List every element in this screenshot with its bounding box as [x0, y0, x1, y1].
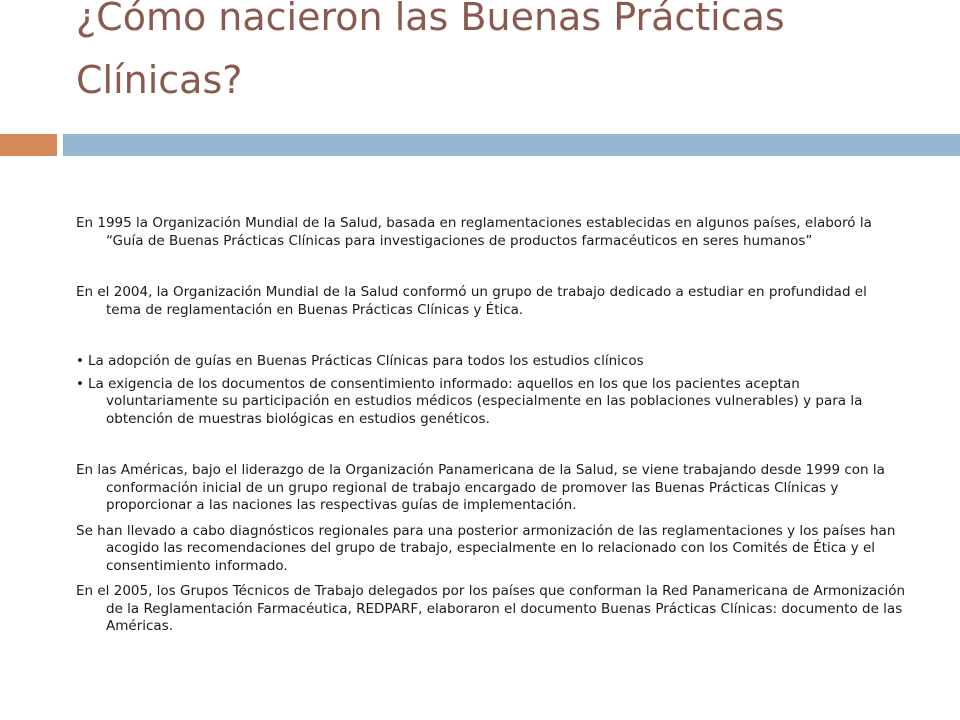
bullet-text: La adopción de guías en Buenas Prácticas Clínicas para todos los estudios clínicos [88, 353, 644, 369]
paragraph-diagnosticos: Se han llevado a cabo diagnósticos regionales para una posterior armonización de las reglamentaciones y los países han acogido las recomendaciones del grupo de trabajo, especialmente en lo relacionado con los Comités de Ética y el consentimiento informado. [76, 522, 896, 574]
slide-body [76, 215, 906, 636]
accent-bar-blue [63, 134, 960, 156]
bullet-item [76, 353, 906, 371]
paragraph-americas: En las Américas, bajo el liderazgo de la Organización Panamericana de la Salud, se viene trabajando desde 1999 con la conformación inicial de un grupo regional de trabajo encargado de promover las Buenas Prácticas Clínicas y proporcionar a las naciones las respectivas guías de implementación. [76, 462, 885, 513]
bullet-item [76, 376, 906, 429]
paragraph-2005: En el 2005, los Grupos Técnicos de Trabajo delegados por los países que conforman la Red Panamericana de Armonización de la Reglamentación Farmacéutica, REDPARF, elaboraron el documento Buenas Prácticas Clínicas: documento de las Américas. [76, 583, 906, 634]
paragraph-2004: En el 2004, la Organización Mundial de la Salud conformó un grupo de trabajo dedicado a estudiar en profundidad el tema de reglamentación en Buenas Prácticas Clínicas y Ética. [76, 284, 867, 318]
bullet-text: La exigencia de los documentos de consentimiento informado: aquellos en los que los pacientes aceptan voluntariamente su participación en estudios médicos (especialmente en las poblaciones vulnerables) y para la obtención de muestras biológicas en estudios genéticos. [88, 375, 863, 427]
paragraph-1995: En 1995 la Organización Mundial de la Salud, basada en reglamentaciones establecidas en algunos países, elaboró la “Guía de Buenas Prácticas Clínicas para investigaciones de productos farmacéuticos en seres humanos” [76, 215, 872, 249]
accent-bar-orange [0, 134, 57, 156]
bullet-icon: • [76, 375, 84, 392]
bullet-icon: • [76, 353, 84, 369]
slide-title: ¿Cómo nacieron las Buenas Prácticas Clínicas? [76, 0, 785, 102]
